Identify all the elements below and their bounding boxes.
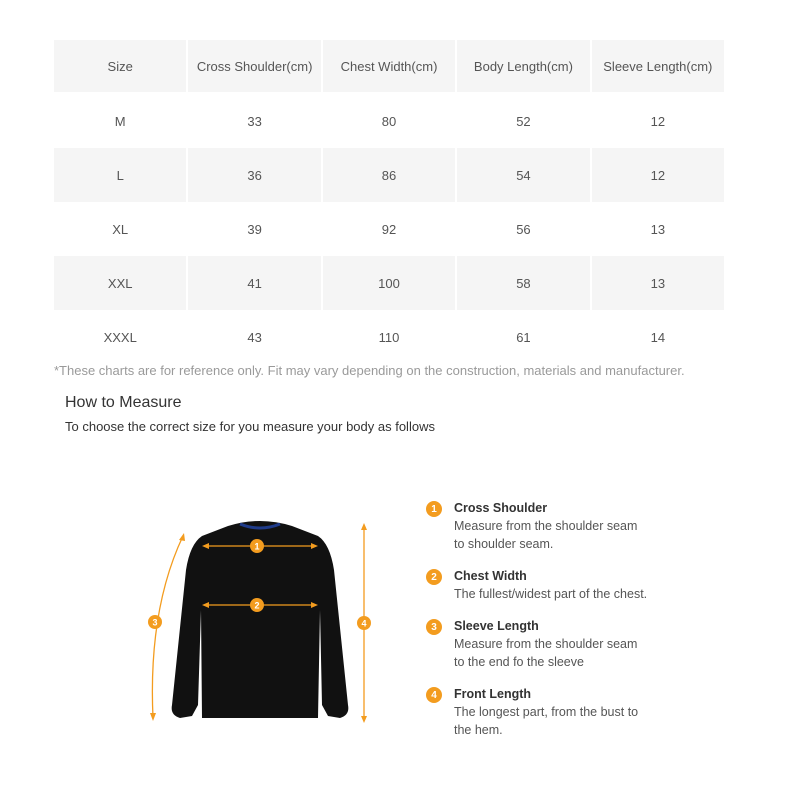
step-number-badge: 2 (426, 569, 442, 585)
step-sleeve-length (426, 617, 696, 671)
header-cross-shoulder: Cross Shoulder(cm) (188, 40, 320, 92)
table-cell: 61 (516, 329, 531, 345)
svg-text:3: 3 (152, 617, 158, 628)
table-cell: 92 (381, 221, 397, 237)
table-cell: L (54, 148, 186, 202)
table-cell: XXXL (103, 329, 137, 345)
table-cell: M (114, 113, 126, 129)
step-title: Chest Width (454, 569, 527, 583)
step-number-badge: 3 (426, 619, 442, 635)
step-title: Sleeve Length (454, 619, 539, 633)
how-to-measure-subtitle: To choose the correct size for you measure your body as follows (65, 419, 435, 434)
step-description-line: the hem. (454, 723, 503, 737)
step-description-line: Measure from the shoulder seam (454, 519, 638, 533)
step-title: Front Length (454, 687, 532, 701)
table-cell: 14 (650, 329, 666, 345)
reference-note: *These charts are for reference only. Fit may vary depending on the construction, materials and manufacturer. (54, 363, 685, 378)
header-chest-width: Chest Width(cm) (323, 40, 455, 92)
how-to-measure-title: How to Measure (65, 394, 182, 411)
step-description-line: to the end fo the sleeve (454, 655, 584, 669)
table-cell: 43 (247, 329, 262, 345)
long-sleeve-shirt-icon (130, 500, 390, 740)
measurement-steps (426, 499, 696, 739)
step-number-badge: 4 (426, 687, 442, 703)
table-row (54, 148, 724, 202)
table-cell: XL (112, 221, 129, 237)
step-chest-width (426, 567, 696, 603)
table-row (54, 256, 724, 310)
table-header-row (54, 40, 724, 94)
table-cell: 41 (188, 256, 320, 310)
table-cell: 110 (378, 329, 400, 345)
step-number-badge: 1 (426, 501, 442, 517)
table-row (54, 202, 724, 256)
step-description-line: The longest part, from the bust to (454, 705, 639, 719)
table-cell: 33 (247, 113, 262, 129)
table-cell: 52 (516, 113, 531, 129)
table-cell: 13 (650, 221, 666, 237)
table-cell: 39 (247, 221, 262, 237)
table-cell: 54 (457, 148, 589, 202)
step-description-line: The fullest/widest part of the chest. (454, 587, 648, 601)
header-sleeve-length: Sleeve Length(cm) (592, 40, 724, 92)
step-description-line: Measure from the shoulder seam (454, 637, 638, 651)
shirt-illustration (130, 500, 390, 740)
step-front-length (426, 685, 696, 739)
table-cell: 12 (592, 148, 724, 202)
table-cell: 100 (323, 256, 455, 310)
table-cell: 56 (516, 221, 531, 237)
table-cell: XXL (54, 256, 186, 310)
header-body-length: Body Length(cm) (457, 40, 589, 92)
table-row (54, 94, 724, 148)
table-cell: 36 (188, 148, 320, 202)
table-cell: 80 (381, 113, 397, 129)
step-cross-shoulder (426, 499, 696, 553)
table-cell: 13 (592, 256, 724, 310)
svg-text:1: 1 (254, 541, 260, 552)
table-cell: 58 (457, 256, 589, 310)
header-size: Size (54, 40, 186, 92)
svg-text:2: 2 (254, 600, 260, 611)
step-description-line: to shoulder seam. (454, 537, 554, 551)
table-cell: 86 (323, 148, 455, 202)
svg-text:4: 4 (361, 618, 367, 629)
table-cell: 12 (650, 113, 666, 129)
size-table (54, 40, 724, 364)
step-title: Cross Shoulder (454, 501, 548, 515)
table-row (54, 310, 724, 364)
